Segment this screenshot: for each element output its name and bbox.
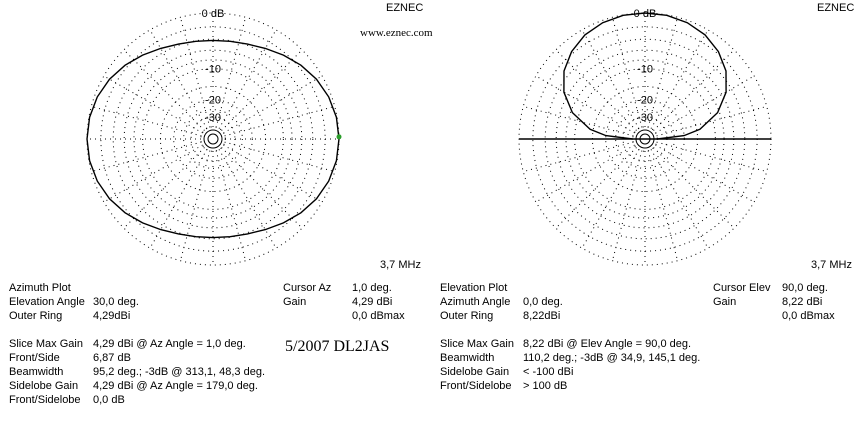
ring-label-elevation: -30 [637, 112, 653, 125]
grid-spoke-azimuth [216, 151, 246, 261]
grid-spoke-azimuth [104, 145, 203, 202]
info-label: Slice Max Gain [9, 338, 83, 350]
cursor-value: 0,0 dBmax [352, 310, 405, 322]
cursor-value: 4,29 dBi [352, 296, 393, 308]
info-value: > 100 dB [523, 380, 568, 392]
grid-spoke-elevation [582, 149, 639, 248]
cursor-label: Gain [283, 296, 307, 308]
grid-spoke-azimuth [225, 106, 335, 135]
cursor-marker-azimuth [337, 134, 342, 139]
info-value: 4,29 dBi @ Az Angle = 1,0 deg. [93, 338, 246, 350]
info-value: 8,22 dBi @ Elev Angle = 90,0 deg. [523, 338, 692, 350]
info-label: Beamwidth [9, 366, 64, 378]
grid-spoke-elevation [523, 106, 633, 135]
grid-spoke-elevation [523, 142, 633, 172]
grid-spoke-elevation [651, 30, 708, 129]
grid-spoke-elevation [648, 151, 678, 261]
grid-spoke-azimuth [223, 76, 322, 133]
ring-label-azimuth: 0 dB [201, 8, 225, 20]
ring-label-elevation: -20 [637, 94, 653, 107]
grid-spoke-elevation [556, 148, 637, 229]
ring-label-azimuth: -20 [205, 94, 221, 107]
cursor-value: 0,0 dBmax [782, 310, 835, 322]
info-value: 8,22dBi [523, 310, 561, 322]
grid-spoke-elevation [657, 106, 767, 135]
info-value: 110,2 deg.; -3dB @ 34,9, 145,1 deg. [523, 352, 701, 364]
cursor-label: Gain [713, 296, 737, 308]
grid-spoke-azimuth [225, 142, 335, 172]
grid-spoke-elevation [612, 151, 642, 261]
info-label: Azimuth Angle [440, 296, 511, 308]
ring-label-azimuth: -30 [205, 112, 221, 125]
info-label: Sidelobe Gain [9, 380, 79, 392]
grid-spoke-azimuth [180, 151, 210, 261]
info-value: 0,0 deg. [523, 296, 563, 308]
info-value: 4,29 dBi @ Az Angle = 179,0 deg. [93, 380, 258, 392]
info-label: Front/Sidelobe [440, 380, 512, 392]
grid-spoke-azimuth [223, 145, 322, 202]
info-value: 6,87 dB [93, 352, 131, 364]
grid-spoke-elevation [536, 145, 635, 202]
cursor-value: 90,0 deg. [782, 282, 828, 294]
eznec-label-right: EZNEC [817, 2, 855, 14]
cursor-label: Cursor Elev [713, 282, 771, 294]
info-label: Azimuth Plot [9, 282, 71, 294]
info-label: Outer Ring [9, 310, 63, 322]
info-label: Front/Side [9, 352, 60, 364]
grid-spoke-azimuth [91, 142, 201, 172]
frequency-label-azimuth: 3,7 MHz [380, 259, 421, 271]
ring-label-elevation: 0 dB [633, 8, 657, 20]
grid-ring-azimuth [134, 60, 292, 218]
info-value: 4,29dBi [93, 310, 131, 322]
ring-label-elevation: -10 [637, 63, 653, 76]
grid-spoke-azimuth [222, 50, 303, 131]
info-value: 95,2 deg.; -3dB @ 313,1, 48,3 deg. [93, 366, 266, 378]
inner-ring-azimuth [208, 134, 218, 144]
info-label: Elevation Plot [440, 282, 508, 294]
grid-spoke-azimuth [104, 76, 203, 133]
cursor-label: Cursor Az [283, 282, 332, 294]
info-value: < -100 dBi [523, 366, 574, 378]
info-label: Outer Ring [440, 310, 494, 322]
grid-spoke-azimuth [91, 106, 201, 135]
info-label: Front/Sidelobe [9, 394, 81, 406]
inner-ring-azimuth [204, 130, 222, 148]
grid-spoke-azimuth [124, 148, 205, 229]
info-label: Sidelobe Gain [440, 366, 510, 378]
cursor-value: 8,22 dBi [782, 296, 823, 308]
info-label: Elevation Angle [9, 296, 85, 308]
signature: 5/2007 DL2JAS [285, 338, 390, 355]
grid-spoke-elevation [582, 30, 639, 129]
ring-label-azimuth: -10 [205, 63, 221, 76]
frequency-label-elevation: 3,7 MHz [811, 259, 852, 271]
info-value: 0,0 dB [93, 394, 125, 406]
url-label: www.eznec.com [360, 27, 433, 39]
grid-ring-azimuth [143, 69, 284, 210]
info-label: Slice Max Gain [440, 338, 514, 350]
info-label: Beamwidth [440, 352, 495, 364]
grid-spoke-elevation [657, 142, 767, 172]
info-value: 30,0 deg. [93, 296, 139, 308]
cursor-value: 1,0 deg. [352, 282, 392, 294]
eznec-label-left: EZNEC [386, 2, 424, 14]
